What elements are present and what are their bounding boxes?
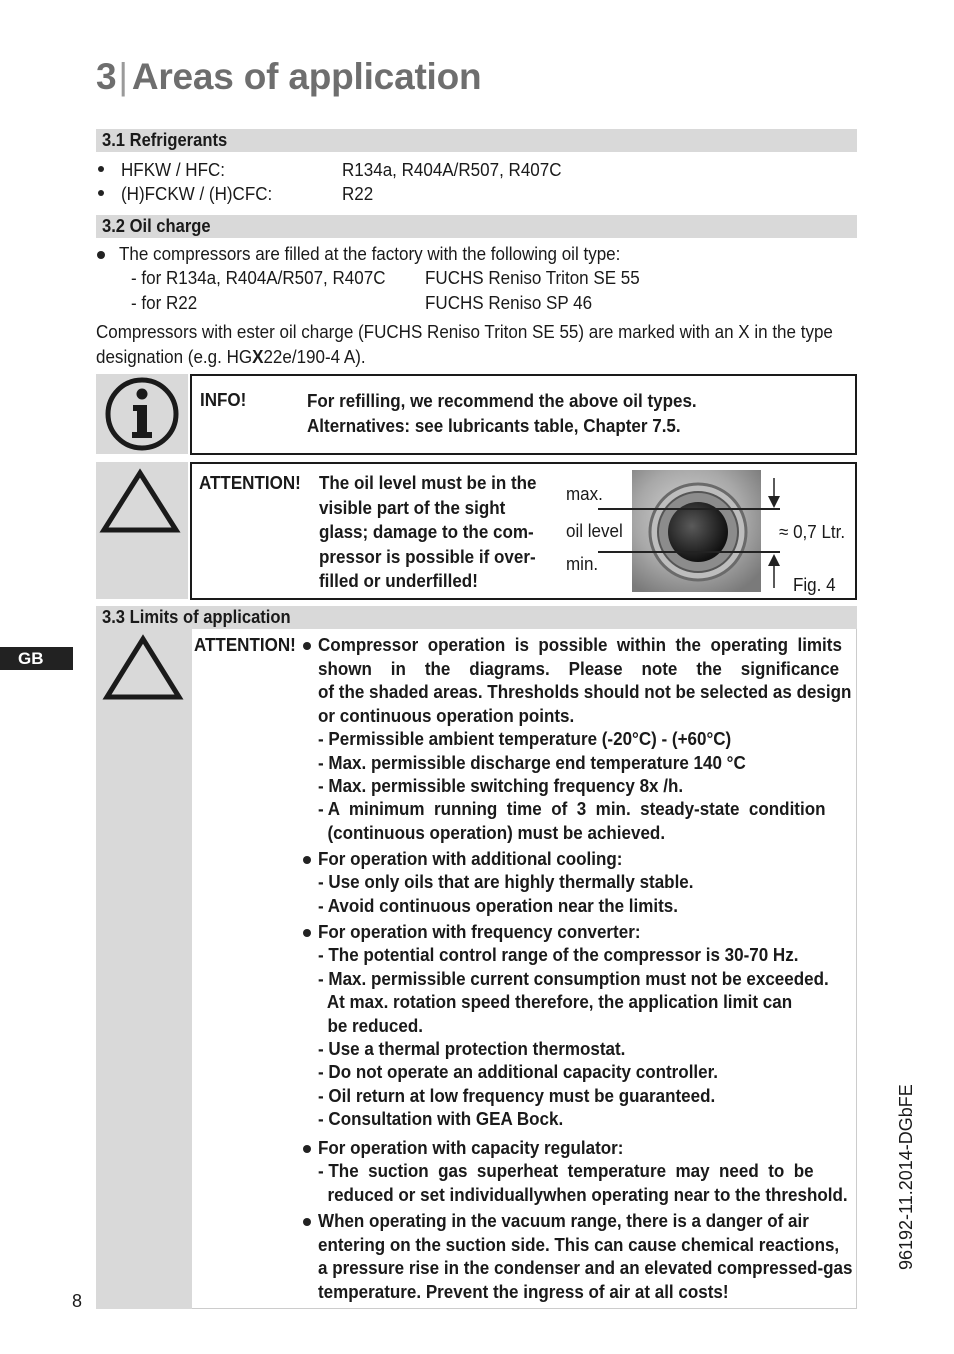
bullet (98, 190, 104, 196)
section-heading-refrigerants: 3.1 Refrigerants (96, 129, 857, 152)
bullet (303, 642, 311, 650)
limits-text: - A minimum running time of 3 min. steady-state condition (318, 798, 826, 819)
attention-text: filled or underfilled! (319, 570, 478, 591)
fig-label-max: max. (566, 483, 603, 504)
limits-text: a pressure rise in the condenser and an elevated compressed-gas (318, 1257, 853, 1278)
limits-text: For operation with capacity regulator: (318, 1137, 624, 1158)
limits-text: temperature. Prevent the ingress of air at all costs! (318, 1281, 729, 1302)
limits-text: - Use only oils that are highly thermally stable. (318, 871, 694, 892)
oil-row-label: - for R22 (131, 292, 198, 313)
limits-text: - The suction gas superheat temperature may need to be (318, 1160, 814, 1181)
refrigerant-label: (H)FCKW / (H)CFC: (121, 183, 273, 204)
limits-text: - Do not operate an additional capacity controller. (318, 1061, 719, 1082)
info-icon-panel (96, 374, 188, 454)
document-id: 96192-11.2014-DGbFE (896, 1084, 916, 1270)
max-level-line (598, 508, 780, 510)
info-text: Alternatives: see lubricants table, Chapter 7.5. (307, 415, 681, 436)
limits-text: - Max. permissible current consumption must not be exceeded. (318, 968, 829, 989)
attention-text: glass; damage to the com- (319, 521, 534, 542)
page-number: 8 (72, 1291, 83, 1311)
info-text: For refilling, we recommend the above oil types. (307, 390, 697, 411)
limits-text: reduced or set individuallywhen operating near to the threshold. (318, 1184, 848, 1205)
limits-text: At max. rotation speed therefore, the application limit can (318, 991, 793, 1012)
section-heading-oil-charge: 3.2 Oil charge (96, 215, 857, 238)
oil-row-value: FUCHS Reniso SP 46 (425, 292, 593, 313)
limits-text: - Avoid continuous operation near the limits. (318, 895, 678, 916)
warning-triangle-icon (96, 462, 188, 599)
limits-text: entering on the suction side. This can cause chemical reactions, (318, 1234, 840, 1255)
limits-text: - Consultation with GEA Bock. (318, 1108, 564, 1129)
attention-label: ATTENTION! (199, 472, 301, 493)
limits-text: (continuous operation) must be achieved. (318, 822, 666, 843)
bullet (303, 1218, 311, 1226)
limits-text: of the shaded areas. Thresholds should not be selected as design (318, 681, 852, 702)
bullet (303, 1145, 311, 1153)
refrigerant-label: HFKW / HFC: (121, 159, 226, 180)
limits-text: For operation with additional cooling: (318, 848, 623, 869)
fig-label-oil-level: oil level (566, 520, 623, 541)
page-title: 3| Areas of application (96, 56, 482, 97)
limits-text: be reduced. (318, 1015, 423, 1036)
info-icon (96, 374, 188, 454)
bullet (303, 856, 311, 864)
limits-text: - Max. permissible switching frequency 8x /h. (318, 775, 684, 796)
limits-text: When operating in the vacuum range, there is a danger of air (318, 1210, 809, 1231)
refrigerant-value: R134a, R404A/R507, R407C (342, 159, 562, 180)
warning-triangle-icon (96, 629, 192, 709)
section-heading-limits: 3.3 Limits of application (96, 606, 857, 629)
info-label: INFO! (200, 389, 247, 410)
ester-note: designation (e.g. HGX22e/190-4 A). (96, 346, 366, 367)
oil-row-label: - for R134a, R404A/R507, R407C (131, 267, 386, 288)
limits-text: Compressor operation is possible within the operating limits (318, 634, 842, 655)
language-tab: GB (0, 647, 73, 670)
warning-icon-panel (96, 629, 192, 1309)
fig-volume: ≈ 0,7 Ltr. (779, 521, 846, 542)
sight-glass-photo (632, 470, 761, 592)
fig-caption: Fig. 4 (793, 574, 836, 595)
oil-row-value: FUCHS Reniso Triton SE 55 (425, 267, 640, 288)
bullet (303, 929, 311, 937)
oil-intro: The compressors are filled at the factory with the following oil type: (119, 243, 621, 264)
refrigerant-value: R22 (342, 183, 374, 204)
attention-text: visible part of the sight (319, 497, 506, 518)
limits-text: or continuous operation points. (318, 705, 575, 726)
limits-text: - Oil return at low frequency must be guaranteed. (318, 1085, 716, 1106)
limits-text: - Use a thermal protection thermostat. (318, 1038, 626, 1059)
limits-text: - Max. permissible discharge end temperature 140 °C (318, 752, 746, 773)
limits-text: shown in the diagrams. Please note the significance (318, 658, 840, 679)
limits-text: - The potential control range of the compressor is 30-70 Hz. (318, 944, 799, 965)
limits-text: For operation with frequency converter: (318, 921, 641, 942)
attention-text: pressor is possible if over- (319, 546, 536, 567)
min-level-line (598, 551, 780, 553)
attention-text: The oil level must be in the (319, 472, 537, 493)
limits-text: - Permissible ambient temperature (-20°C) - (+60°C) (318, 728, 732, 749)
warning-icon-panel (96, 462, 188, 599)
ester-note: Compressors with ester oil charge (FUCHS Reniso Triton SE 55) are marked with an X in the type (96, 321, 833, 342)
bullet (98, 166, 104, 172)
attention-label: ATTENTION! (194, 634, 296, 655)
bullet (97, 251, 105, 259)
fig-label-min: min. (566, 553, 599, 574)
